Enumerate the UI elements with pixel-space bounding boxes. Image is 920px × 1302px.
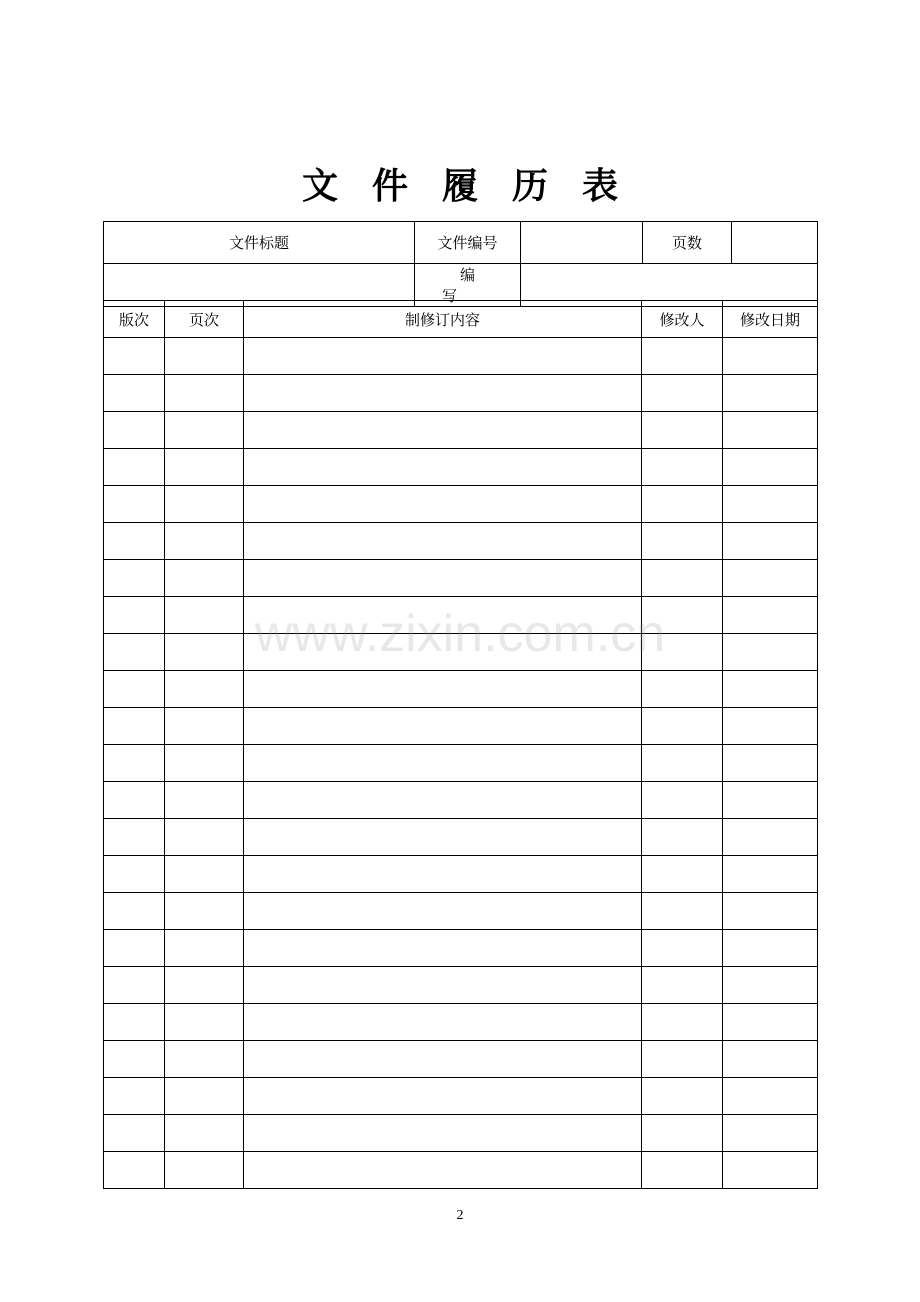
table-row (104, 708, 818, 745)
cell-revision-content[interactable] (244, 1115, 642, 1152)
cell-revision-content[interactable] (244, 523, 642, 560)
cell-modifier[interactable] (642, 523, 723, 560)
cell-revision-content[interactable] (244, 1078, 642, 1115)
cell-revision-content[interactable] (244, 708, 642, 745)
cell-revision-content[interactable] (244, 1152, 642, 1189)
watermark: www.zixin.com.cn (254, 605, 666, 663)
table-row (104, 449, 818, 486)
doc-number-value[interactable] (521, 222, 643, 264)
cell-page[interactable] (165, 671, 244, 708)
cell-page[interactable] (165, 1152, 244, 1189)
cell-modifier[interactable] (642, 1115, 723, 1152)
table-row (104, 745, 818, 782)
cell-modifier[interactable] (642, 930, 723, 967)
table-row (104, 412, 818, 449)
cell-page[interactable] (165, 634, 244, 671)
cell-modifier[interactable] (642, 1078, 723, 1115)
header-table (103, 221, 818, 307)
cell-modify-date[interactable] (723, 1115, 818, 1152)
page-number: 2 (456, 1208, 464, 1223)
cell-version[interactable] (104, 523, 165, 560)
cell-modify-date[interactable] (723, 449, 818, 486)
cell-modifier[interactable] (642, 338, 723, 375)
cell-revision-content[interactable] (244, 560, 642, 597)
cell-version[interactable] (104, 412, 165, 449)
column-header-revision-content: 制修订内容 (244, 301, 642, 338)
cell-modifier[interactable] (642, 967, 723, 1004)
cell-page[interactable] (165, 597, 244, 634)
cell-modifier[interactable] (642, 708, 723, 745)
cell-modify-date[interactable] (723, 1004, 818, 1041)
cell-modifier[interactable] (642, 782, 723, 819)
cell-version[interactable] (104, 486, 165, 523)
table-row (104, 338, 818, 375)
cell-modify-date[interactable] (723, 1041, 818, 1078)
column-header-modifier: 修改人 (642, 301, 723, 338)
cell-version[interactable] (104, 1041, 165, 1078)
table-row (104, 782, 818, 819)
table-row (104, 597, 818, 634)
cell-modify-date[interactable] (723, 412, 818, 449)
cell-version[interactable] (104, 671, 165, 708)
table-row (104, 671, 818, 708)
cell-modifier[interactable] (642, 671, 723, 708)
cell-modify-date[interactable] (723, 375, 818, 412)
table-row (104, 930, 818, 967)
cell-version[interactable] (104, 338, 165, 375)
cell-page[interactable] (165, 375, 244, 412)
table-row (104, 1078, 818, 1115)
cell-modifier[interactable] (642, 745, 723, 782)
cell-page[interactable] (165, 819, 244, 856)
cell-version[interactable] (104, 967, 165, 1004)
cell-page[interactable] (165, 782, 244, 819)
table-row (104, 1115, 818, 1152)
revision-table (103, 300, 818, 1189)
cell-modify-date[interactable] (723, 338, 818, 375)
table-row (104, 893, 818, 930)
cell-page[interactable] (165, 1115, 244, 1152)
cell-version[interactable] (104, 560, 165, 597)
cell-page[interactable] (165, 930, 244, 967)
cell-modify-date[interactable] (723, 856, 818, 893)
cell-revision-content[interactable] (244, 449, 642, 486)
table-row (104, 375, 818, 412)
cell-page[interactable] (165, 486, 244, 523)
cell-version[interactable] (104, 819, 165, 856)
cell-version[interactable] (104, 375, 165, 412)
cell-revision-content[interactable] (244, 930, 642, 967)
cell-modifier[interactable] (642, 1152, 723, 1189)
column-header-modify-date: 修改日期 (723, 301, 818, 338)
cell-modifier[interactable] (642, 375, 723, 412)
cell-page[interactable] (165, 412, 244, 449)
cell-modify-date[interactable] (723, 486, 818, 523)
cell-page[interactable] (165, 708, 244, 745)
cell-modify-date[interactable] (723, 967, 818, 1004)
table-row (104, 819, 818, 856)
cell-page[interactable] (165, 523, 244, 560)
cell-version[interactable] (104, 597, 165, 634)
cell-modify-date[interactable] (723, 819, 818, 856)
cell-version[interactable] (104, 893, 165, 930)
cell-modifier[interactable] (642, 486, 723, 523)
cell-modifier[interactable] (642, 560, 723, 597)
cell-modify-date[interactable] (723, 782, 818, 819)
cell-modifier[interactable] (642, 856, 723, 893)
cell-modify-date[interactable] (723, 1152, 818, 1189)
cell-revision-content[interactable] (244, 671, 642, 708)
cell-version[interactable] (104, 782, 165, 819)
cell-version[interactable] (104, 634, 165, 671)
cell-modify-date[interactable] (723, 671, 818, 708)
cell-version[interactable] (104, 449, 165, 486)
column-header-version: 版次 (104, 301, 165, 338)
cell-revision-content[interactable] (244, 338, 642, 375)
cell-revision-content[interactable] (244, 486, 642, 523)
cell-modify-date[interactable] (723, 597, 818, 634)
cell-page[interactable] (165, 893, 244, 930)
cell-revision-content[interactable] (244, 412, 642, 449)
cell-revision-content[interactable] (244, 893, 642, 930)
table-row (104, 967, 818, 1004)
cell-modify-date[interactable] (723, 745, 818, 782)
cell-page[interactable] (165, 449, 244, 486)
cell-modifier[interactable] (642, 412, 723, 449)
page-count-label: 页数 (643, 222, 732, 264)
cell-revision-content[interactable] (244, 597, 642, 634)
cell-version[interactable] (104, 930, 165, 967)
cell-page[interactable] (165, 560, 244, 597)
cell-modifier[interactable] (642, 597, 723, 634)
cell-revision-content[interactable] (244, 782, 642, 819)
cell-modify-date[interactable] (723, 708, 818, 745)
table-row (104, 523, 818, 560)
table-row (104, 1041, 818, 1078)
cell-modifier[interactable] (642, 1004, 723, 1041)
cell-modifier[interactable] (642, 819, 723, 856)
cell-modify-date[interactable] (723, 634, 818, 671)
table-row (104, 486, 818, 523)
table-row (104, 856, 818, 893)
cell-revision-content[interactable] (244, 634, 642, 671)
cell-revision-content[interactable] (244, 1004, 642, 1041)
doc-title-label: 文件标题 (104, 222, 415, 264)
cell-version[interactable] (104, 708, 165, 745)
cell-revision-content[interactable] (244, 745, 642, 782)
cell-page[interactable] (165, 338, 244, 375)
cell-revision-content[interactable] (244, 967, 642, 1004)
cell-modify-date[interactable] (723, 560, 818, 597)
cell-modifier[interactable] (642, 1041, 723, 1078)
cell-version[interactable] (104, 1115, 165, 1152)
cell-modifier[interactable] (642, 634, 723, 671)
page-title: 文件履历表 (301, 165, 652, 207)
author-label: 编写 (415, 264, 521, 307)
table-row (104, 1004, 818, 1041)
cell-page[interactable] (165, 856, 244, 893)
cell-revision-content[interactable] (244, 1041, 642, 1078)
doc-number-label: 文件编号 (415, 222, 521, 264)
cell-revision-content[interactable] (244, 856, 642, 893)
cell-modify-date[interactable] (723, 523, 818, 560)
cell-page[interactable] (165, 1078, 244, 1115)
cell-modify-date[interactable] (723, 930, 818, 967)
cell-page[interactable] (165, 1041, 244, 1078)
column-header-page: 页次 (165, 301, 244, 338)
cell-version[interactable] (104, 856, 165, 893)
cell-revision-content[interactable] (244, 819, 642, 856)
cell-modify-date[interactable] (723, 1078, 818, 1115)
table-row (104, 1152, 818, 1189)
cell-page[interactable] (165, 967, 244, 1004)
cell-page[interactable] (165, 745, 244, 782)
cell-version[interactable] (104, 1152, 165, 1189)
table-row (104, 634, 818, 671)
cell-version[interactable] (104, 745, 165, 782)
cell-modifier[interactable] (642, 893, 723, 930)
cell-revision-content[interactable] (244, 375, 642, 412)
table-row (104, 560, 818, 597)
cell-page[interactable] (165, 1004, 244, 1041)
cell-version[interactable] (104, 1078, 165, 1115)
cell-version[interactable] (104, 1004, 165, 1041)
cell-modify-date[interactable] (723, 893, 818, 930)
page-count-value[interactable] (732, 222, 818, 264)
cell-modifier[interactable] (642, 449, 723, 486)
